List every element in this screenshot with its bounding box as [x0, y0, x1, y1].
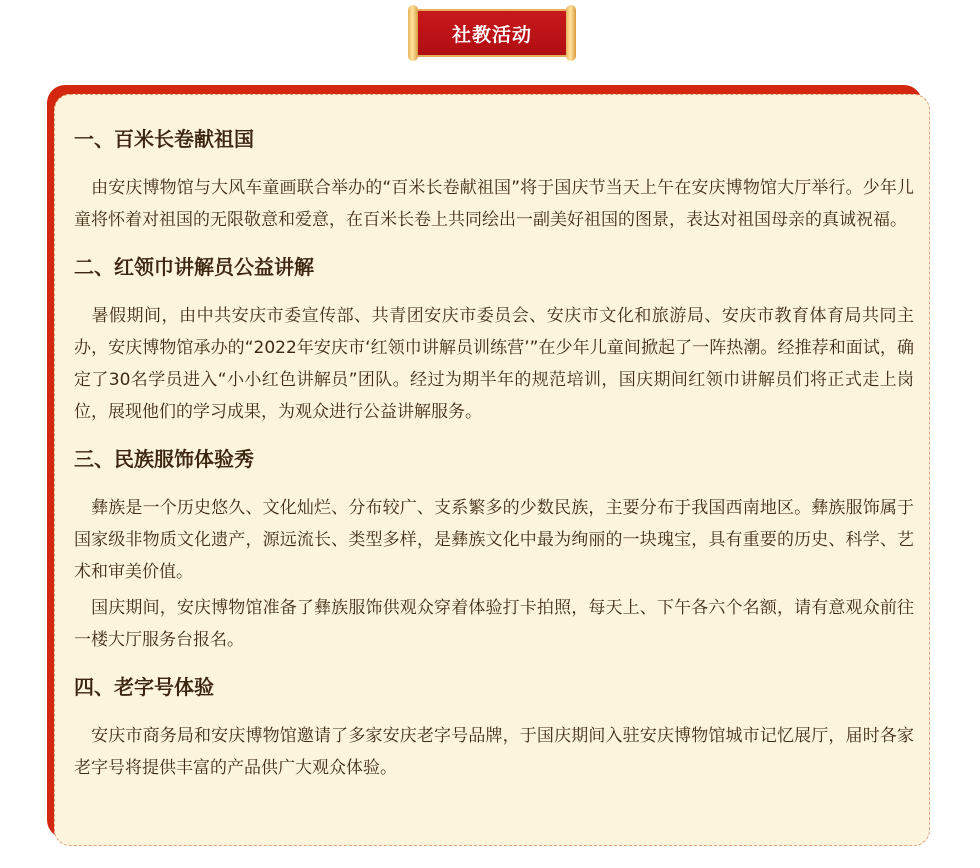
activities-content — [74, 122, 914, 784]
section-2-paragraph-1: 暑假期间，由中共安庆市委宣传部、共青团安庆市委员会、安庆市文化和旅游局、安庆市教育体育局共同主办，安庆博物馆承办的“2022年安庆市‘红领巾讲解员训练营’”在少年儿童间掀起了一阵热潮。经推荐和面试，确定了30名学员进入“小小红色讲解员”团队。经过为期半年的规范培训，国庆期间红领巾讲解员们将正式走上岗位，展现他们的学习成果，为观众进行公益讲解服务。 — [74, 306, 914, 422]
section-heading-4: 四、老字号体验 — [74, 675, 214, 699]
section-4-paragraph-1: 安庆市商务局和安庆博物馆邀请了多家安庆老字号品牌，于国庆期间入驻安庆博物馆城市记忆展厅，届时各家老字号将提供丰富的产品供广大观众体验。 — [74, 726, 914, 778]
section-3-paragraph-1: 彝族是一个历史悠久、文化灿烂、分布较广、支系繁多的少数民族，主要分布于我国西南地区。彝族服饰属于国家级非物质文化遗产，源远流长、类型多样，是彝族文化中最为绚丽的一块瑰宝，具有重要的历史、科学、艺术和审美价值。 — [74, 498, 914, 582]
banner-right-rod — [566, 5, 576, 61]
banner-left-rod — [408, 5, 418, 61]
section-heading-2: 二、红领巾讲解员公益讲解 — [74, 255, 314, 279]
section-heading-3: 三、民族服饰体验秀 — [74, 447, 254, 471]
section-1-paragraph-1: 由安庆博物馆与大风车童画联合举办的“百米长卷献祖国”将于国庆节当天上午在安庆博物馆大厅举行。少年儿童将怀着对祖国的无限敬意和爱意，在百米长卷上共同绘出一副美好祖国的图景，表达对祖国母亲的真诚祝福。 — [74, 178, 914, 230]
section-banner — [408, 5, 576, 61]
section-heading-1: 一、百米长卷献祖国 — [74, 127, 254, 151]
section-3-paragraph-2: 国庆期间，安庆博物馆准备了彝族服饰供观众穿着体验打卡拍照，每天上、下午各六个名额，请有意观众前往一楼大厅服务台报名。 — [74, 598, 914, 650]
banner-title: 社教活动 — [451, 23, 532, 46]
banner-plate — [418, 9, 566, 57]
